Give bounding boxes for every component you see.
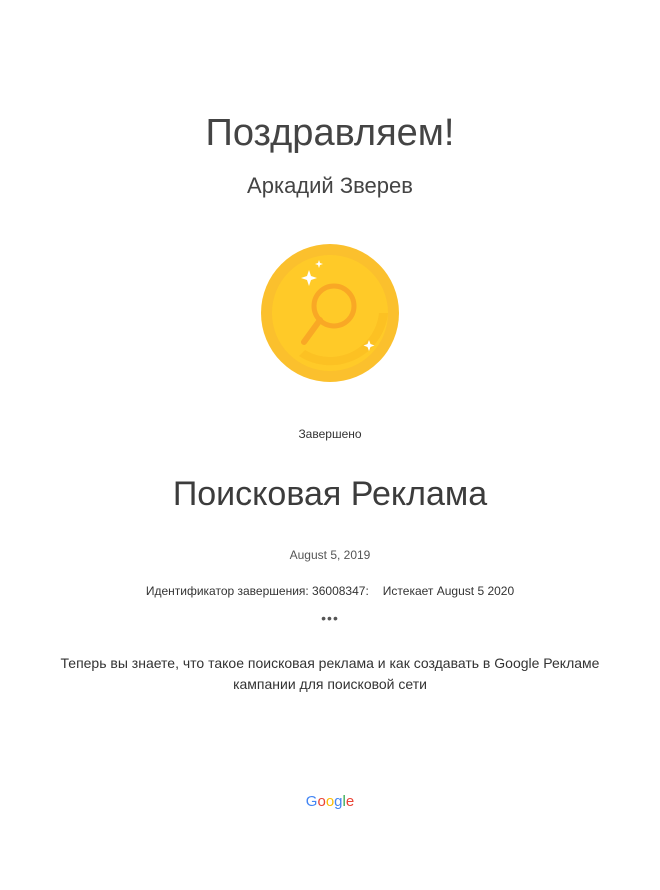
magnifier-coin-icon	[261, 244, 399, 382]
completion-date: August 5, 2019	[289, 548, 371, 562]
google-logo-letter: l	[342, 793, 346, 810]
google-logo-letter: o	[325, 793, 335, 810]
expiration-date: Истекает August 5 2020	[382, 584, 515, 598]
course-description	[0, 653, 660, 695]
description-line: Теперь вы знаете, что такое поисковая реклама и как создавать в Google Рекламе	[60, 655, 600, 671]
google-logo	[0, 792, 660, 812]
completion-meta	[0, 583, 660, 599]
completion-id: Идентификатор завершения: 36008347:	[145, 584, 369, 598]
google-logo-letter: G	[305, 793, 318, 810]
google-logo-letter: g	[334, 793, 343, 810]
description-line: кампании для поисковой сети	[233, 676, 427, 692]
recipient-name: Аркадий Зверев	[247, 173, 413, 198]
completed-label: Завершено	[298, 427, 362, 441]
google-logo-letter: e	[345, 793, 355, 810]
google-logo-letter: o	[317, 793, 326, 810]
badge-inner-disc	[272, 255, 388, 371]
separator-dots: •••	[321, 610, 339, 626]
course-title: Поисковая Реклама	[172, 475, 488, 513]
page-title: Поздравляем!	[205, 112, 455, 154]
